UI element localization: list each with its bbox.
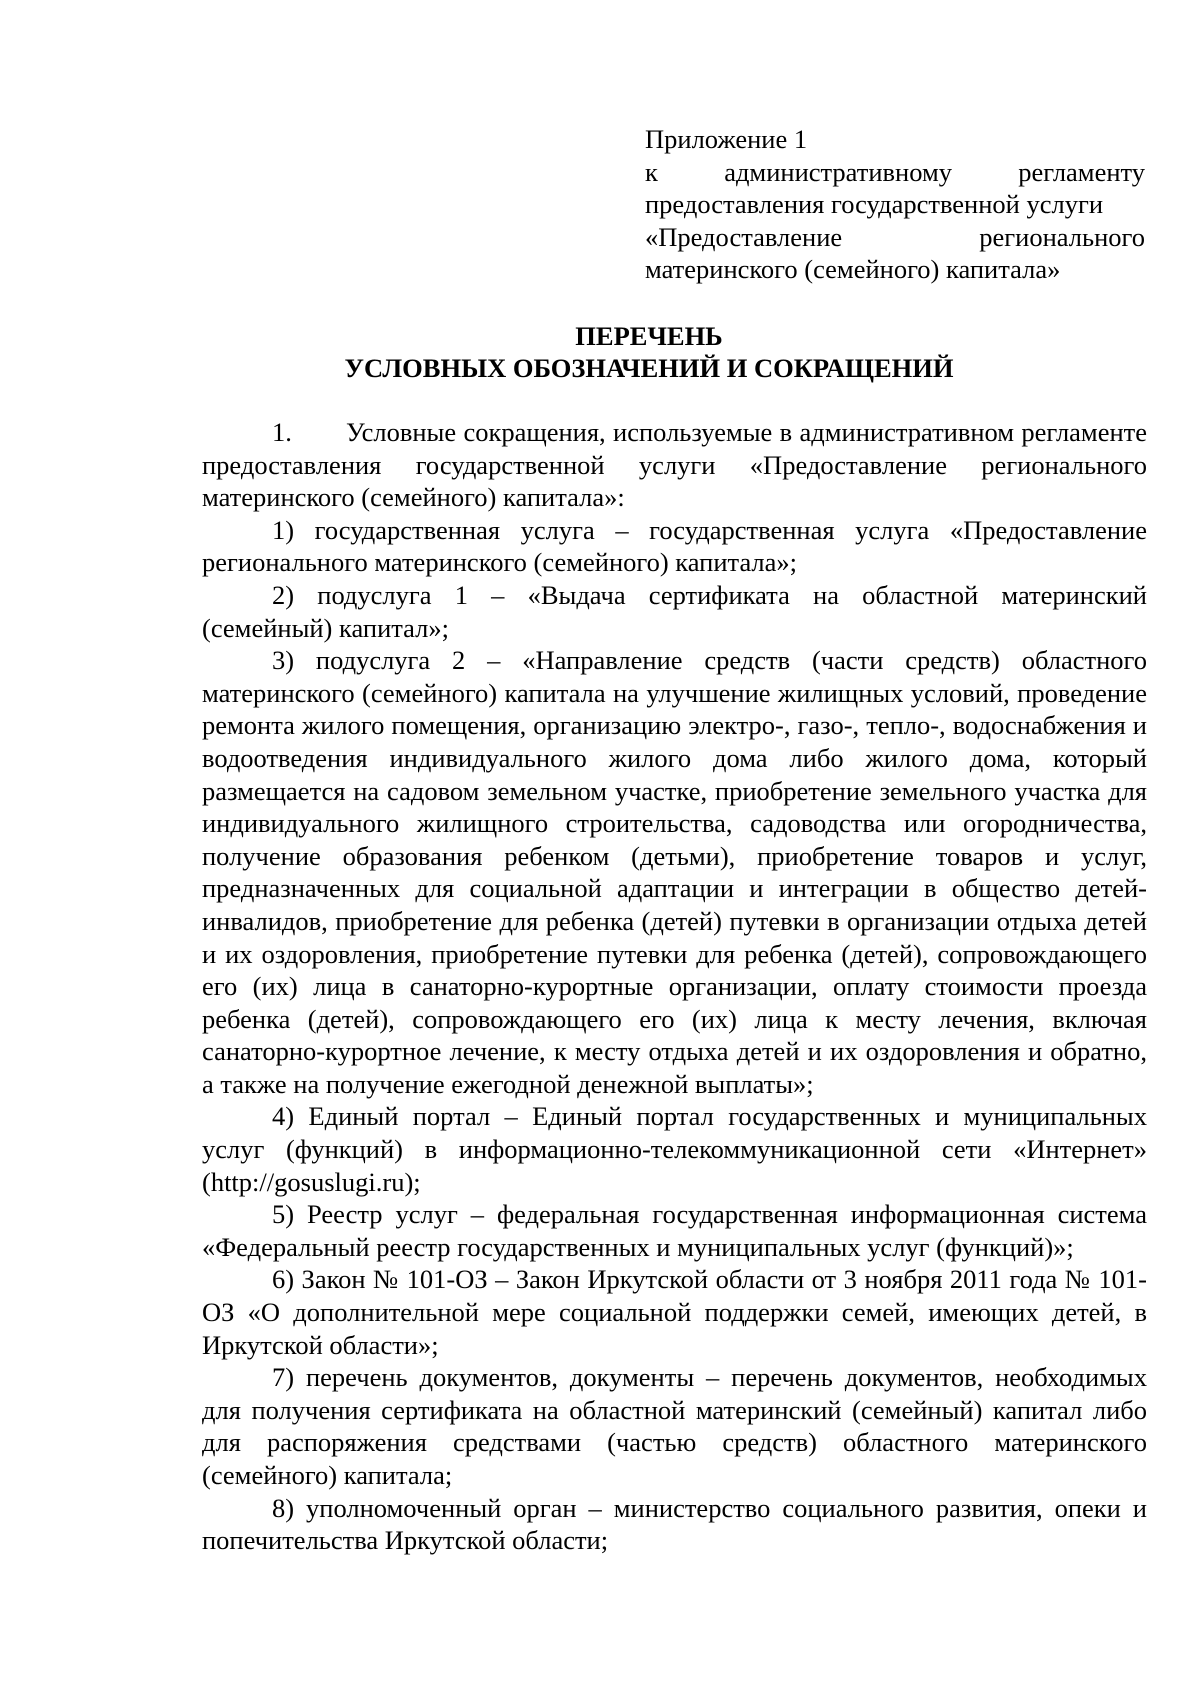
appendix-line-2-right: регламенту: [1018, 156, 1145, 187]
appendix-line-5: материнского (семейного) капитала»: [645, 254, 1061, 285]
list-item-4: 4) Единый портал – Единый портал государственных и муниципальных услуг (функций) в информационно-телекоммуникационной сети «Интернет» (http://gosuslugi.ru);: [202, 1101, 1147, 1197]
list-item-6: 6) Закон № 101-ОЗ – Закон Иркутской области от 3 ноября 2011 года № 101-ОЗ «О дополнительной мере социальной поддержки семей, имеющих детей, в Иркутской области»;: [202, 1264, 1147, 1360]
intro-number: 1.: [272, 417, 292, 447]
appendix-line-4-left: «Предоставление: [645, 221, 843, 252]
appendix-line-4: [645, 221, 1145, 254]
list-item-1: 1) государственная услуга – государственная услуга «Предоставление регионального материнского (семейного) капитала»;: [202, 514, 1147, 578]
appendix-line-4-right: регионального: [979, 221, 1145, 252]
list-item-2: 2) подуслуга 1 – «Выдача сертификата на областной материнский (семейный) капитал»;: [202, 579, 1147, 643]
appendix-header: [645, 123, 1145, 286]
appendix-line-2-mid: административному: [724, 156, 952, 187]
appendix-line-3: предоставления государственной услуги: [645, 189, 1104, 220]
list-item-8: 8) уполномоченный орган – министерство социального развития, опеки и попечительства Иркутской области;: [202, 1492, 1147, 1556]
appendix-line-2: [645, 156, 1145, 189]
list-item-7: 7) перечень документов, документы – перечень документов, необходимых для получения сертификата на областной материнский (семейный) капитал либо для распоряжения средствами (частью средств) областного материнского (семейного) капитала;: [202, 1362, 1147, 1490]
appendix-line-1: Приложение 1: [645, 124, 808, 154]
intro-text: Условные сокращения, используемые в административном регламенте предоставления государственной услуги «Предоставление регионального материнского (семейного) капитала»:: [202, 417, 1147, 513]
list-item-5: 5) Реестр услуг – федеральная государственная информационная система «Федеральный реестр государственных и муниципальных услуг (функций)»;: [202, 1199, 1147, 1262]
document-subtitle: УСЛОВНЫХ ОБОЗНАЧЕНИЙ И СОКРАЩЕНИЙ: [344, 353, 954, 383]
appendix-line-2-left: к: [645, 156, 658, 187]
document-title: ПЕРЕЧЕНЬ: [575, 321, 723, 351]
list-item-3: 3) подуслуга 2 – «Направление средств (части средств) областного материнского (семейного) капитала на улучшение жилищных условий, проведение ремонта жилого помещения, организацию электро-, газо-, тепло-, водоснабжения и водоотведения индивидуального жилого дома либо жилого дома, который размещается на садовом земельном участке, приобретение земельного участка для индивидуального жилищного строительства, садоводства или огородничества, получение образования ребенком (детьми), приобретение товаров и услуг, предназначенных для социальной адаптации и интеграции в общество детей-инвалидов, приобретение для ребенка (детей) путевки в организации отдыха детей и их оздоровления, приобретение путевки для ребенка (детей), сопровождающего его (их) лица в санаторно-курортные организации, оплату стоимости проезда ребенка (детей), сопровождающего его (их) лица к месту лечения, включая санаторно-курортное лечение, к месту отдыха детей и их оздоровления и обратно, а также на получение ежегодной денежной выплаты»;: [202, 645, 1147, 1099]
document-body: [202, 416, 1147, 1557]
intro-paragraph: [202, 416, 1147, 514]
